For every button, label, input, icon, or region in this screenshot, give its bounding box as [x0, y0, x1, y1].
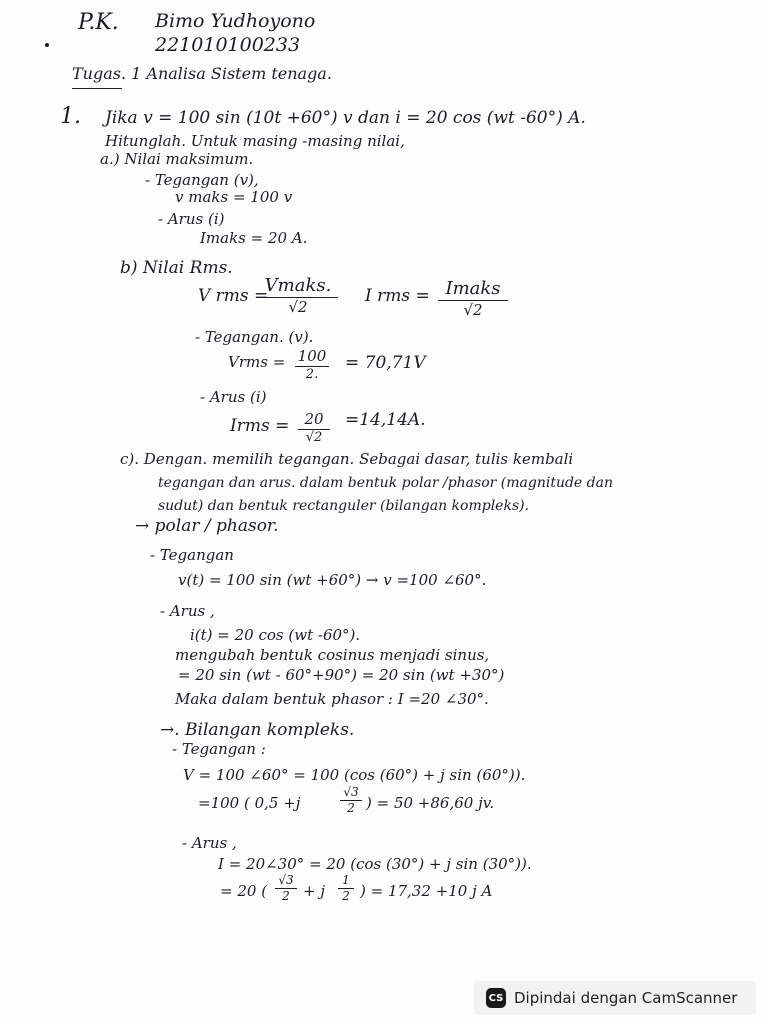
irms-calc-denominator: √2 — [305, 429, 323, 445]
problem-statement: Jika v = 100 sin (10t +60°) v dan i = 20 cos (wt -60°) A. — [105, 108, 586, 128]
part-c-line2: tegangan dan arus. dalam bentuk polar /phasor (magnitude dan — [158, 475, 613, 491]
vrms-calc-denominator: 2. — [305, 366, 319, 382]
polar-current-heading: - Arus , — [160, 602, 215, 620]
polar-voltage-heading: - Tegangan — [150, 546, 234, 564]
complex-voltage-eq1: V = 100 ∠60° = 100 (cos (60°) + j sin (60°)). — [183, 766, 526, 784]
part-a-voltage-value: v maks = 100 v — [175, 188, 293, 206]
irms-formula-fraction — [438, 279, 508, 318]
author-nim: 221010100233 — [155, 34, 301, 56]
vrms-formula-fraction — [258, 276, 338, 315]
camscanner-logo-icon: CS — [486, 988, 506, 1008]
vrms-formula-denominator: √2 — [288, 297, 308, 316]
complex-voltage-eq2-start: =100 ( 0,5 +j — [198, 794, 301, 812]
irms-formula-numerator: Imaks — [445, 278, 501, 299]
vrms-formula-numerator: Vmaks. — [264, 275, 332, 296]
irms-calc-fraction — [298, 411, 330, 445]
title-underline — [72, 88, 122, 89]
fraction-denominator: 2 — [347, 801, 355, 816]
complex-current-fraction-1 — [275, 874, 297, 903]
cos-to-sin-conversion: = 20 sin (wt - 60°+90°) = 20 sin (wt +30°) — [178, 666, 505, 684]
part-b-current-label: - Arus (i) — [200, 388, 267, 406]
margin-dot — [45, 43, 49, 47]
vrms-result: = 70,71V — [345, 353, 426, 373]
part-b-label: b) Nilai Rms. — [120, 258, 233, 278]
part-c-label: c). Dengan. memilih tegangan. Sebagai dasar, tulis kembali — [120, 450, 574, 468]
question-number: 1. — [60, 104, 81, 129]
complex-current-fraction-2 — [338, 874, 354, 903]
fraction-denominator: 2 — [342, 889, 350, 904]
irms-calc-numerator: 20 — [304, 410, 324, 428]
part-b-voltage-label: - Tegangan. (v). — [195, 328, 314, 346]
complex-current-heading: - Arus , — [182, 834, 237, 852]
vrms-calc-lhs: Vrms = — [228, 353, 286, 371]
complex-heading: →. Bilangan kompleks. — [160, 720, 355, 740]
complex-current-eq2-end: ) = 17,32 +10 j A — [360, 882, 493, 900]
complex-current-eq2-start: = 20 ( — [220, 882, 268, 900]
camscanner-watermark — [474, 981, 756, 1015]
current-phasor-result: Maka dalam bentuk phasor : I =20 ∠30°. — [175, 690, 489, 708]
complex-voltage-heading: - Tegangan : — [172, 740, 266, 758]
fraction-numerator: 1 — [342, 873, 350, 887]
author-initials: P.K. — [78, 10, 119, 35]
irms-result: =14,14A. — [345, 410, 426, 430]
complex-current-eq1: I = 20∠30° = 20 (cos (30°) + j sin (30°)). — [218, 855, 532, 873]
irms-formula-lhs: I rms = — [365, 286, 430, 306]
polar-heading: → polar / phasor. — [135, 516, 279, 536]
vrms-calc-fraction — [295, 348, 329, 382]
fraction-numerator: √3 — [343, 785, 359, 799]
part-a-voltage-label: - Tegangan (v), — [145, 171, 259, 189]
camscanner-text: Dipindai dengan CamScanner — [514, 989, 738, 1007]
fraction-denominator: 2 — [282, 889, 290, 904]
cos-to-sin-note: mengubah bentuk cosinus menjadi sinus, — [175, 646, 490, 664]
complex-current-eq2-mid: + j — [303, 882, 325, 900]
polar-voltage-equation: v(t) = 100 sin (wt +60°) → v =100 ∠60°. — [178, 571, 487, 589]
part-c-line3: sudut) dan bentuk rectanguler (bilangan kompleks). — [158, 498, 530, 514]
assignment-title: Tugas. 1 Analisa Sistem tenaga. — [72, 64, 332, 83]
vrms-formula-lhs: V rms = — [198, 286, 269, 306]
complex-voltage-eq2-end: ) = 50 +86,60 jv. — [366, 794, 495, 812]
vrms-calc-numerator: 100 — [297, 347, 327, 365]
part-a-current-value: Imaks = 20 A. — [200, 229, 308, 247]
irms-calc-lhs: Irms = — [230, 416, 290, 436]
polar-current-equation: i(t) = 20 cos (wt -60°). — [190, 626, 361, 644]
complex-voltage-fraction — [340, 786, 362, 815]
part-a-label: a.) Nilai maksimum. — [100, 150, 254, 168]
problem-instruction: Hitunglah. Untuk masing -masing nilai, — [105, 132, 405, 150]
irms-formula-denominator: √2 — [463, 300, 483, 319]
author-name: Bimo Yudhoyono — [155, 10, 316, 32]
fraction-numerator: √3 — [278, 873, 294, 887]
part-a-current-label: - Arus (i) — [158, 210, 225, 228]
